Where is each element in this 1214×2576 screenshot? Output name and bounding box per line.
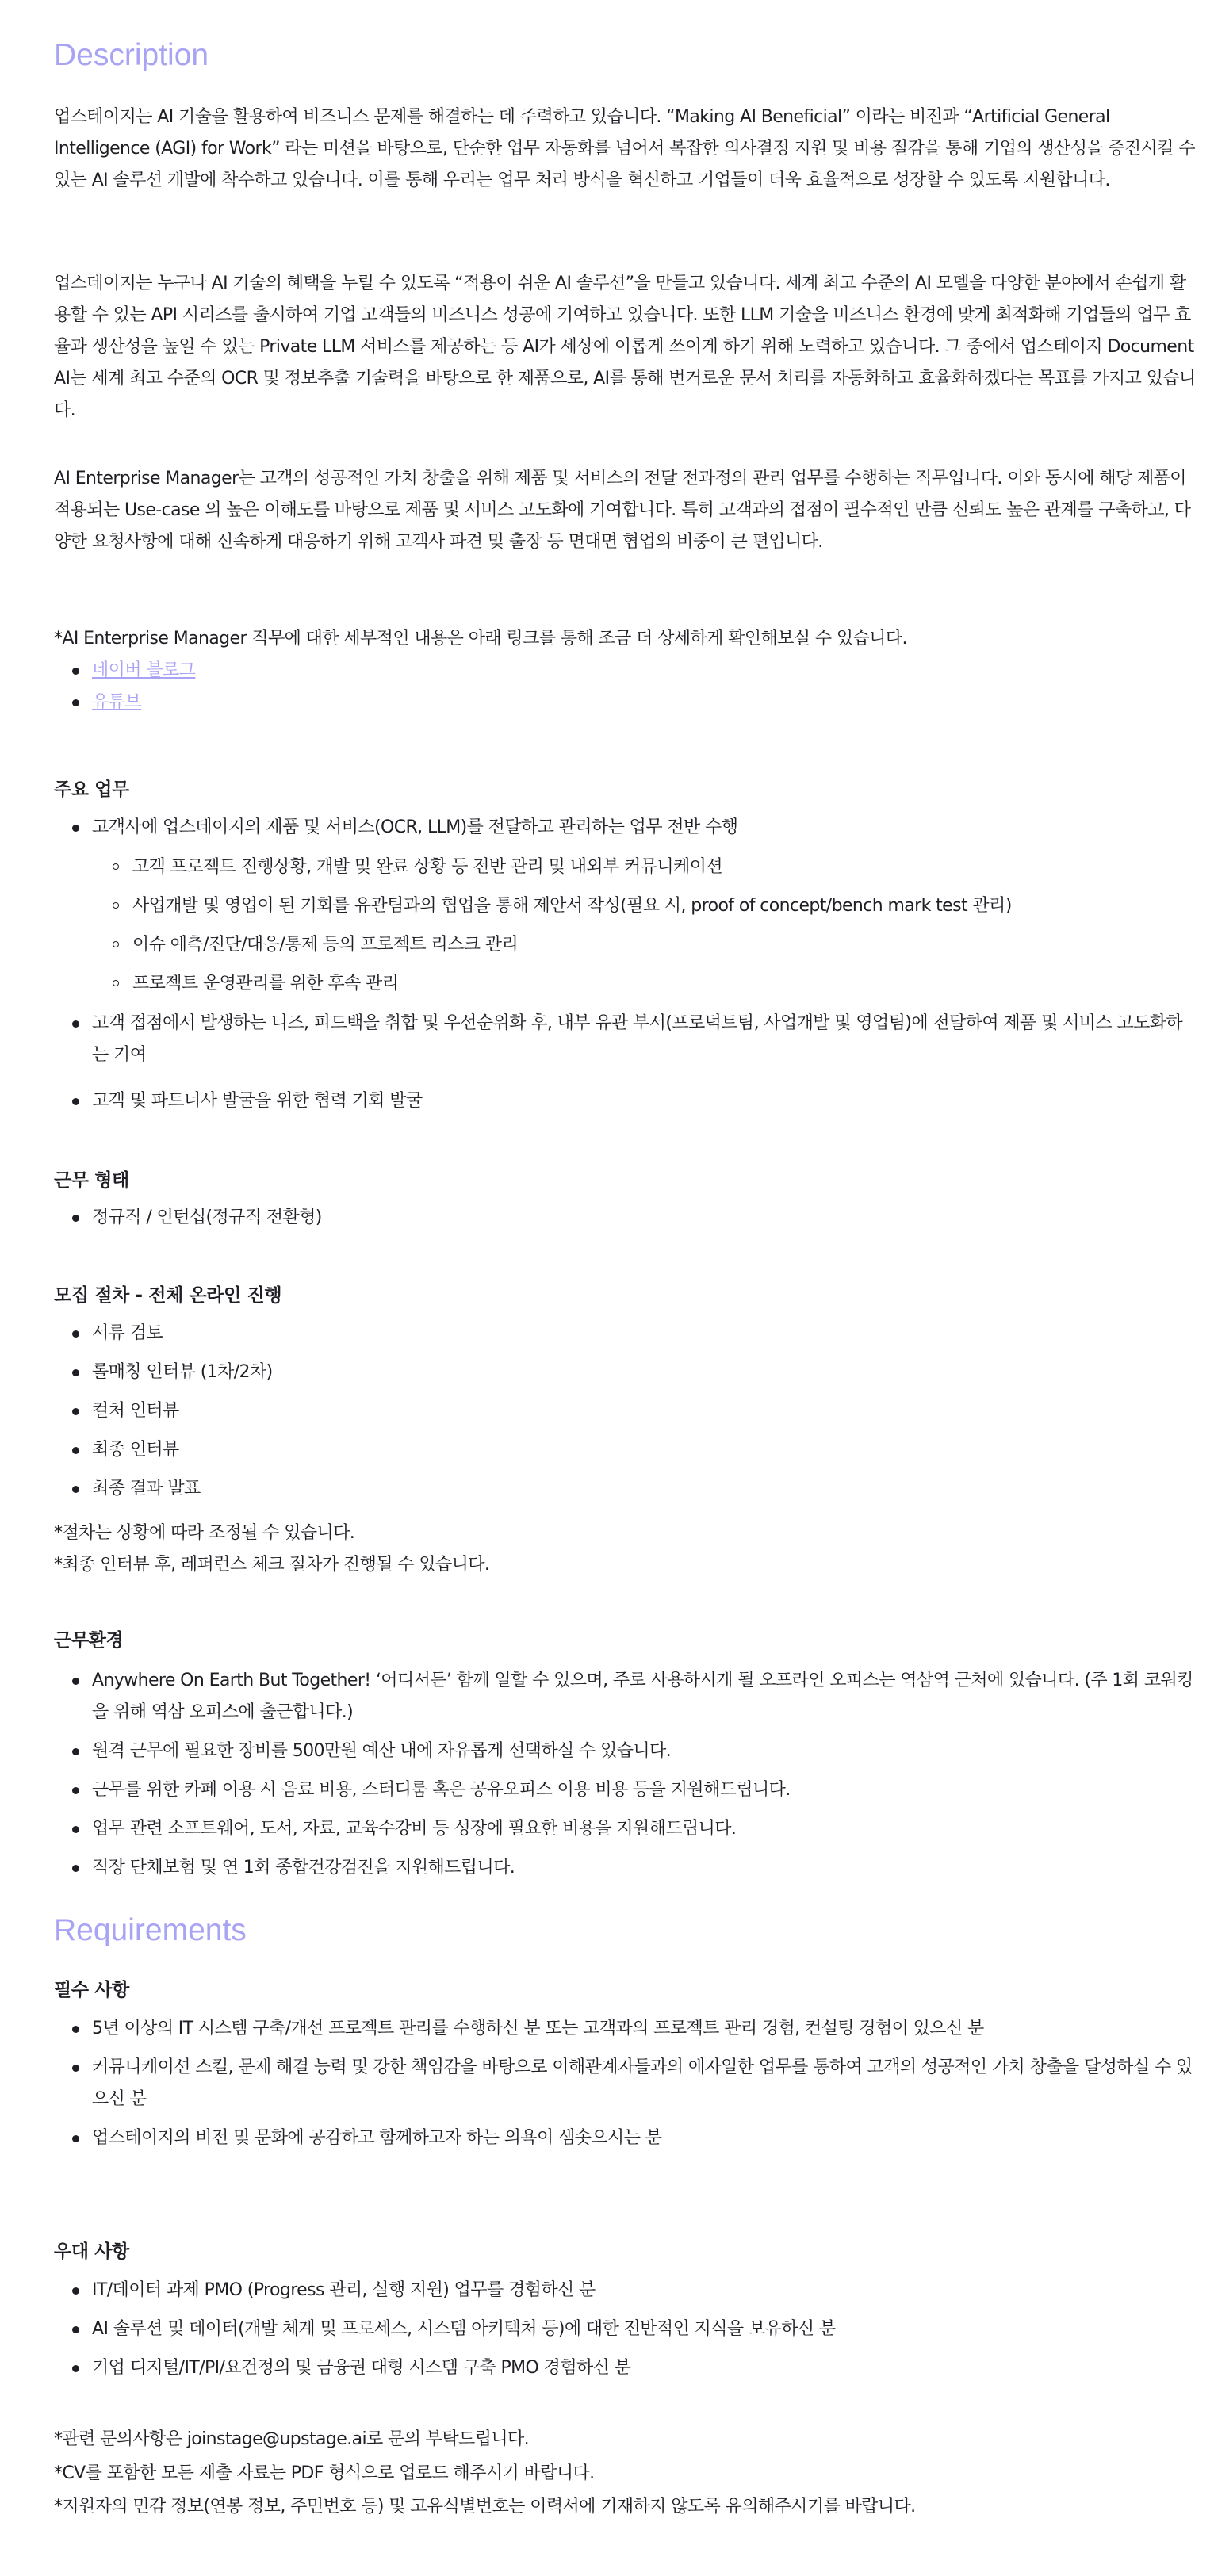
process-note-1: *절차는 상황에 따라 조정될 수 있습니다. — [54, 1523, 355, 1543]
process-title: 모집 절차 - 전체 온라인 진행 — [54, 1285, 282, 1306]
list-item: 원격 근무에 필요한 장비를 500만원 예산 내에 자유롭게 선택하실 수 있습니다. — [54, 1736, 1196, 1767]
description-heading: Description — [54, 38, 209, 72]
footer-note-1: *관련 문의사항은 joinstage@upstage.ai로 문의 부탁드립니다. — [54, 2429, 530, 2449]
list-item: 5년 이상의 IT 시스템 구축/개선 프로젝트 관리를 수행하신 분 또는 고객과의 프로젝트 관리 경험, 컨설팅 경험이 있으신 분 — [54, 2013, 1196, 2045]
footer-note-2: *CV를 포함한 모든 제출 자료는 PDF 형식으로 업로드 해주시기 바랍니다. — [54, 2463, 595, 2483]
list-item: 업무 관련 소프트웨어, 도서, 자료, 교육수강비 등 성장에 필요한 비용을 지원해드립니다. — [54, 1813, 1196, 1845]
list-item: 롤매칭 인터뷰 (1차/2차) — [54, 1357, 1196, 1388]
duties-list-2 — [54, 1008, 1196, 1071]
list-item: 직장 단체보험 및 연 1회 종합건강검진을 지원해드립니다. — [54, 1852, 1196, 1884]
list-item: 서류 검토 — [54, 1318, 1196, 1349]
duties-title: 주요 업무 — [54, 779, 129, 800]
list-item: AI 솔루션 및 데이터(개발 체계 및 프로세스, 시스템 아키텍처 등)에 대한 전반적인 지식을 보유하신 분 — [54, 2314, 1196, 2345]
employment-list — [54, 1202, 1196, 1234]
list-item — [54, 655, 1196, 687]
list-item: 최종 인터뷰 — [54, 1434, 1196, 1466]
list-item: 컬처 인터뷰 — [54, 1395, 1196, 1427]
youtube-link[interactable]: 유튜브 — [92, 692, 141, 712]
list-item — [54, 687, 1196, 718]
list-item: 커뮤니케이션 스킬, 문제 해결 능력 및 강한 책임감을 바탕으로 이해관계자들과의 애자일한 업무를 통하여 고객의 성공적인 가치 창출을 달성하실 수 있으신 분 — [54, 2052, 1196, 2115]
environment-list — [54, 1665, 1196, 1884]
list-item: 기업 디지털/IT/PI/요건정의 및 금융권 대형 시스템 구축 PMO 경험하신 분 — [54, 2352, 1196, 2384]
list-item: 고객 접점에서 발생하는 니즈, 피드백을 취합 및 우선순위화 후, 내부 유관 부서(프로덕트팀, 사업개발 및 영업팀)에 전달하여 제품 및 서비스 고도화하는 기여 — [54, 1008, 1196, 1071]
list-item: 프로젝트 운영관리를 위한 후속 관리 — [54, 968, 1196, 1000]
required-title: 필수 사항 — [54, 1980, 129, 2000]
list-item: 업스테이지의 비전 및 문화에 공감하고 함께하고자 하는 의욕이 샘솟으시는 분 — [54, 2122, 1196, 2154]
naver-blog-link[interactable]: 네이버 블로그 — [92, 660, 196, 680]
duties-list-3 — [54, 1085, 1196, 1117]
list-item: 고객 및 파트너사 발굴을 위한 협력 기회 발굴 — [54, 1085, 1196, 1117]
preferred-title: 우대 사항 — [54, 2241, 129, 2262]
list-item: 근무를 위한 카페 이용 시 음료 비용, 스터디룸 혹은 공유오피스 이용 비용 등을 지원해드립니다. — [54, 1774, 1196, 1806]
requirements-heading: Requirements — [54, 1913, 247, 1947]
required-list — [54, 2013, 1196, 2154]
list-item: IT/데이터 과제 PMO (Progress 관리, 실행 지원) 업무를 경험하신 분 — [54, 2275, 1196, 2306]
list-item: 최종 결과 발표 — [54, 1473, 1196, 1505]
duties-sublist — [54, 852, 1196, 1000]
list-item: 정규직 / 인턴십(정규직 전환형) — [54, 1202, 1196, 1234]
intro-paragraph-2: 업스테이지는 누구나 AI 기술의 혜택을 누릴 수 있도록 “적용이 쉬운 AI 솔루션”을 만들고 있습니다. 세계 최고 수준의 AI 모델을 다양한 분야에서 손쉽게 활용할 수 있는 API 시리즈를 출시하여 기업 고객들의 비즈니스 성공에 기여하고 있습니다. 또한 LLM 기술을 비즈니스 환경에 맞게 최적화해 기업들의 업무 효율과 생산성을 높일 수 있는 Private LLM 서비스를 제공하는 등 AI가 세상에 이롭게 쓰이게 하기 위해 노력하고 있습니다. 그 중에서 업스테이지 Document AI는 세계 최고 수준의 OCR 및 정보추출 기술력을 바탕으로 한 제품으로, AI를 통해 번거로운 문서 처리를 자동화하고 효율화하겠다는 목표를 가지고 있습니다. — [54, 274, 1196, 420]
link-list — [54, 655, 1196, 718]
preferred-list — [54, 2275, 1196, 2384]
process-note-2: *최종 인터뷰 후, 레퍼런스 체크 절차가 진행될 수 있습니다. — [54, 1555, 490, 1575]
list-item: 고객사에 업스테이지의 제품 및 서비스(OCR, LLM)를 전달하고 관리하는 업무 전반 수행 — [54, 812, 1196, 844]
duties-list — [54, 812, 1196, 844]
employment-title: 근무 형태 — [54, 1170, 129, 1191]
intro-paragraph-1: 업스테이지는 AI 기술을 활용하여 비즈니스 문제를 해결하는 데 주력하고 있습니다. “Making AI Beneficial” 이라는 비전과 “Artificial General Intelligence (AGI) for Work” 라는 미션을 바탕으로, 단순한 업무 자동화를 넘어서 복잡한 의사결정 지원 및 비용 절감을 통해 기업의 생산성을 증진시킬 수 있는 AI 솔루션 개발에 착수하고 있습니다. 이를 통해 우리는 업무 처리 방식을 혁신하고 기업들이 더욱 효율적으로 성장할 수 있도록 지원합니다. — [54, 107, 1195, 190]
process-list — [54, 1318, 1196, 1505]
links-note: *AI Enterprise Manager 직무에 대한 세부적인 내용은 아래 링크를 통해 조금 더 상세하게 확인해보실 수 있습니다. — [54, 629, 907, 649]
list-item: 사업개발 및 영업이 된 기회를 유관팀과의 협업을 통해 제안서 작성(필요 시, proof of concept/bench mark test 관리) — [54, 890, 1196, 922]
footer-note-3: *지원자의 민감 정보(연봉 정보, 주민번호 등) 및 고유식별번호는 이력서에 기재하지 않도록 유의해주시기를 바랍니다. — [54, 2497, 916, 2517]
list-item: 고객 프로젝트 진행상황, 개발 및 완료 상황 등 전반 관리 및 내외부 커뮤니케이션 — [54, 852, 1196, 883]
list-item: 이슈 예측/진단/대응/통제 등의 프로젝트 리스크 관리 — [54, 929, 1196, 961]
intro-paragraph-3: AI Enterprise Manager는 고객의 성공적인 가치 창출을 위해 제품 및 서비스의 전달 전과정의 관리 업무를 수행하는 직무입니다. 이와 동시에 해당 제품이 적용되는 Use-case 의 높은 이해도를 바탕으로 제품 및 서비스 고도화에 기여합니다. 특히 고객과의 접점이 필수적인 만큼 신뢰도 높은 관계를 구축하고, 다양한 요청사항에 대해 신속하게 대응하기 위해 고객사 파견 및 출장 등 면대면 협업의 비중이 큰 편입니다. — [54, 469, 1191, 552]
list-item: Anywhere On Earth But Together! ‘어디서든’ 함께 일할 수 있으며, 주로 사용하시게 될 오프라인 오피스는 역삼역 근처에 있습니다. (주 1회 코워킹을 위해 역삼 오피스에 출근합니다.) — [54, 1665, 1196, 1728]
environment-title: 근무환경 — [54, 1630, 124, 1651]
